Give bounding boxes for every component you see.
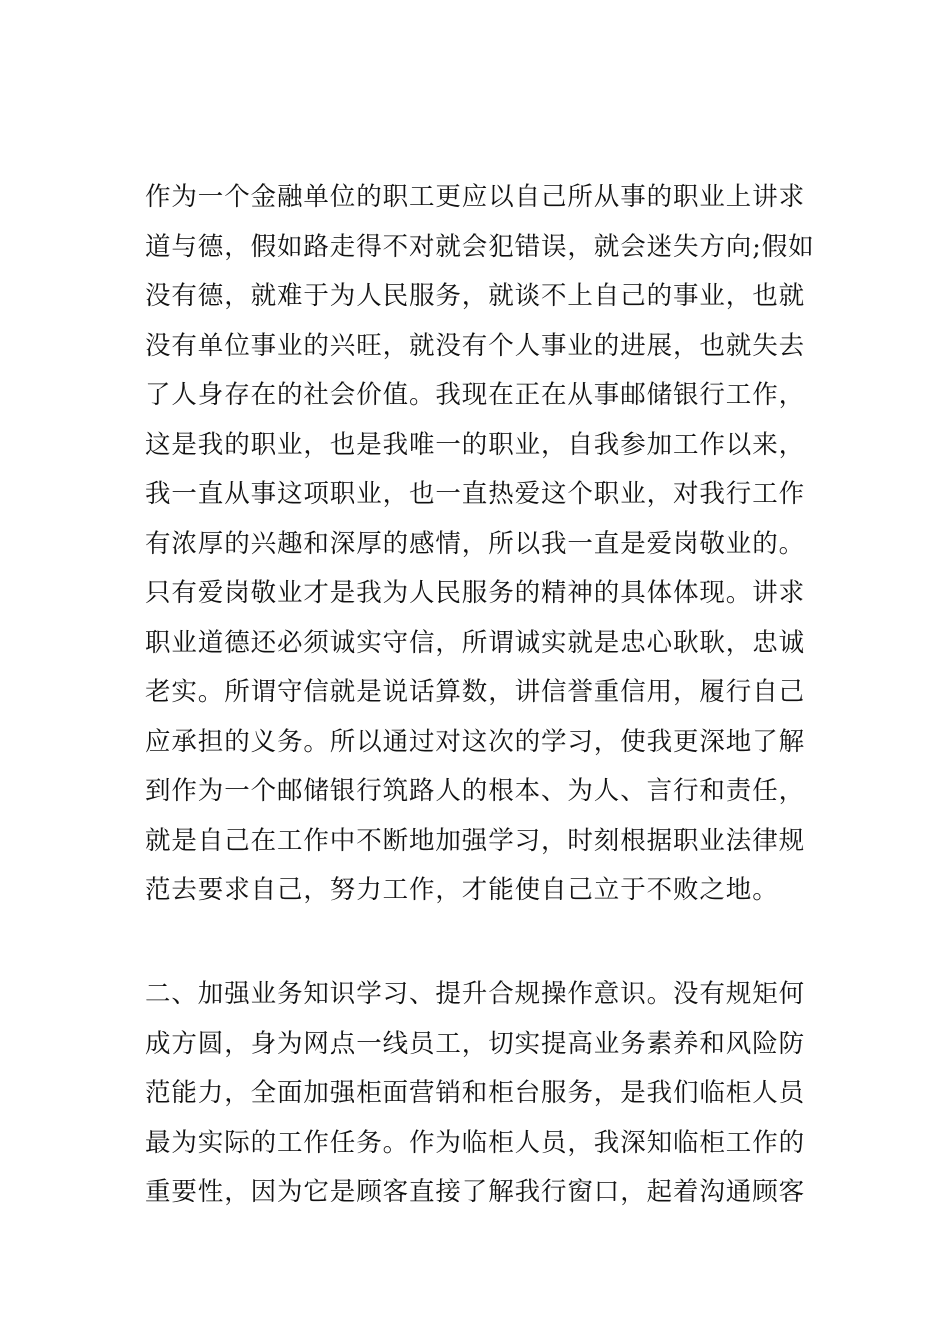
text-line: 道与德，假如路走得不对就会犯错误，就会迷失方向;假如 — [145, 231, 815, 262]
text-line: 作为一个金融单位的职工更应以自己所从事的职业上讲求 — [145, 182, 806, 212]
text-line: 我一直从事这项职业，也一直热爱这个职业，对我行工作 — [145, 479, 806, 509]
text-line: 成方圆，身为网点一线员工，切实提高业务素养和风险防 — [145, 1028, 806, 1059]
text-line: 应承担的义务。所以通过对这次的学习，使我更深地了解 — [145, 726, 806, 757]
text-line: 有浓厚的兴趣和深厚的感情，所以我一直是爱岗敬业的。 — [145, 528, 806, 559]
text-line: 了人身存在的社会价值。我现在正在从事邮储银行工作， — [145, 380, 806, 410]
text-line: 范能力，全面加强柜面营销和柜台服务，是我们临柜人员 — [145, 1078, 806, 1108]
text-line: 只有爱岗敬业才是我为人民服务的精神的具体体现。讲求 — [145, 578, 806, 608]
text-line: 这是我的职业，也是我唯一的职业，自我参加工作以来， — [145, 429, 806, 460]
text-line: 职业道德还必须诚实守信，所谓诚实就是忠心耿耿，忠诚 — [145, 627, 806, 658]
text-line: 没有单位事业的兴旺，就没有个人事业的进展，也就失去 — [145, 330, 806, 361]
text-line: 范去要求自己，努力工作，才能使自己立于不败之地。 — [145, 875, 779, 905]
paragraph-professional-ethics — [145, 173, 815, 916]
text-line: 没有德，就难于为人民服务，就谈不上自己的事业，也就 — [145, 281, 806, 311]
paragraph-business-knowledge — [145, 970, 810, 1218]
text-line: 最为实际的工作任务。作为临柜人员，我深知临柜工作的 — [145, 1127, 806, 1158]
text-line: 二、加强业务知识学习、提升合规操作意识。没有规矩何 — [145, 979, 806, 1009]
text-line: 就是自己在工作中不断地加强学习，时刻根据职业法律规 — [145, 825, 806, 856]
text-line: 重要性，因为它是顾客直接了解我行窗口，起着沟通顾客 — [145, 1177, 806, 1207]
text-line: 老实。所谓守信就是说话算数，讲信誉重信用，履行自己 — [145, 677, 806, 707]
text-line: 到作为一个邮储银行筑路人的根本、为人、言行和责任， — [145, 776, 806, 806]
